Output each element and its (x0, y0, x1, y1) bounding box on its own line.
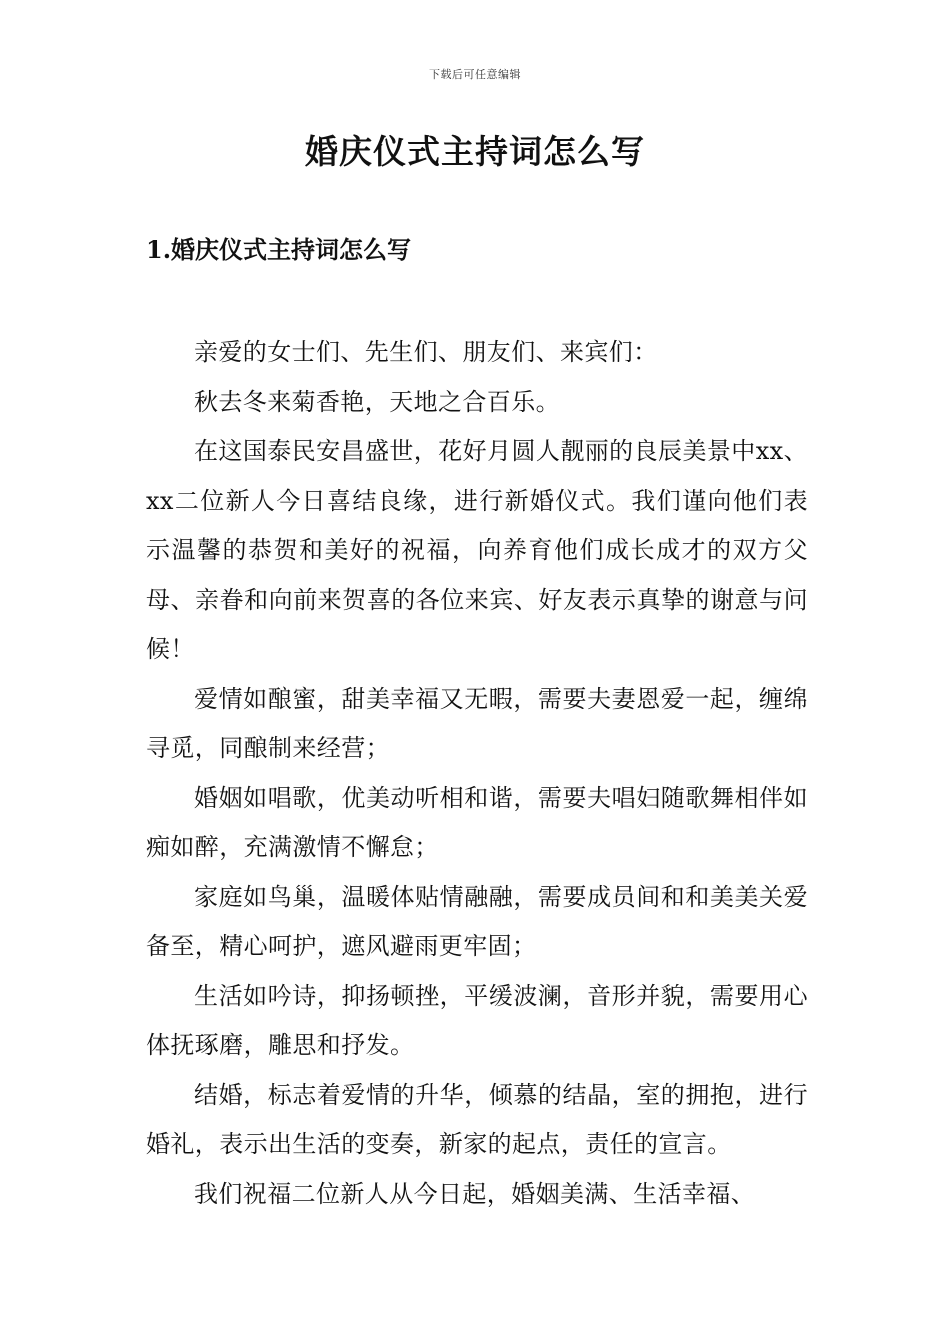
paragraph-greeting: 亲爱的女士们、先生们、朋友们、来宾们： (194, 338, 658, 366)
section-heading: 1.婚庆仪式主持词怎么写 (146, 235, 412, 264)
paragraph: 家庭如鸟巢，温暖体贴情融融，需要成员间和和美美关爱备至，精心呵护，遮风避雨更牢固； (146, 882, 808, 960)
paragraph: 秋去冬来菊香艳，天地之合百乐。 (194, 387, 560, 416)
document-title: 婚庆仪式主持词怎么写 (305, 132, 645, 171)
document-body (146, 328, 808, 1219)
header-note: 下载后可任意编辑 (429, 68, 521, 81)
paragraph: 在这国泰民安昌盛世，花好月圆人靓丽的良辰美景中xx、xx二位新人今日喜结良缘，进行新婚仪式。我们谨向他们表示温馨的恭贺和美好的祝福，向养育他们成长成才的双方父母、亲眷和向前来贺喜的各位来宾、好友表示真挚的谢意与问候！ (146, 437, 808, 663)
paragraph: 结婚，标志着爱情的升华，倾慕的结晶，室的拥抱，进行婚礼，表示出生活的变奏，新家的起点，责任的宣言。 (146, 1080, 808, 1158)
paragraph: 我们祝福二位新人从今日起，婚姻美满、生活幸福、 (194, 1179, 756, 1208)
paragraph: 爱情如酿蜜，甜美幸福又无暇，需要夫妻恩爱一起，缠绵寻觅，同酿制来经营； (146, 684, 808, 762)
paragraph: 婚姻如唱歌，优美动听相和谐，需要夫唱妇随歌舞相伴如痴如醉，充满激情不懈怠； (146, 783, 808, 861)
paragraph: 生活如吟诗，抑扬顿挫，平缓波澜，音形并貌，需要用心体抚琢磨，雕思和抒发。 (146, 981, 808, 1059)
